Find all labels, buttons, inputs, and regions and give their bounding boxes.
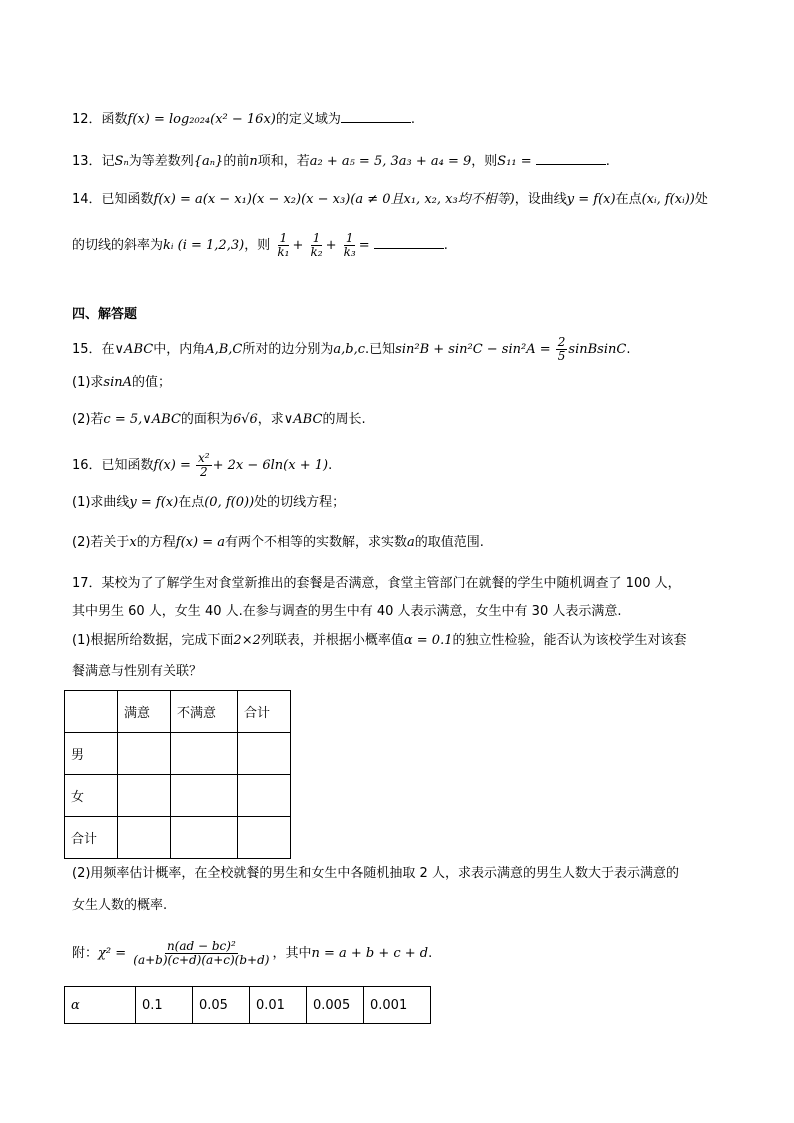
q17-line2: 其中男生 60 人，女生 40 人.在参与调查的男生中有 40 人表示满意，女生中有 30 人表示满意. — [72, 604, 622, 619]
table-cell: 0.1 — [136, 987, 193, 1024]
alpha-table — [64, 986, 431, 1024]
table-cell: 不满意 — [171, 691, 238, 733]
table-cell: 男 — [65, 733, 118, 775]
q17-part1-line2: 餐满意与性别有关联？ — [72, 664, 203, 679]
table-cell[interactable] — [118, 817, 171, 859]
table-cell: 0.05 — [193, 987, 250, 1024]
q17-line1: 17．某校为了了解学生对食堂新推出的套餐是否满意，食堂主管部门在就餐的学生中随机调查了 100 人， — [72, 576, 681, 591]
table-cell: 满意 — [118, 691, 171, 733]
q17-part2-line2: 女生人数的概率. — [72, 898, 168, 913]
table-cell: 女 — [65, 775, 118, 817]
table-row — [65, 817, 291, 859]
table-cell[interactable] — [171, 775, 238, 817]
answer-blank[interactable] — [536, 150, 606, 165]
appendix-formula: 附：χ² = $\frac{\text{n(ad − bc)²}}{(a+b)(c+d)(a+c)(b+d)}$ ，其中n = a + b + c + d. — [72, 939, 433, 967]
answer-blank[interactable] — [341, 108, 411, 123]
table-row — [65, 987, 431, 1024]
q15-part2: (2)若c = 5,∨ABC的面积为6√6，求∨ABC的周长. — [72, 412, 366, 427]
q12: 12．函数f(x) = log₂₀₂₄(x² − 16x)的定义域为 . — [72, 108, 415, 130]
table-row — [65, 691, 291, 733]
q14-line2: 的切线的斜率为kᵢ (i = 1,2,3)，则 $\frac{1}{\text{k₁}}$ + $\frac{1}{\text{k₂}}$ + $\frac{1}{\text{k₃}}$ = . — [72, 231, 448, 259]
q15: 15．在∨ABC中，内角A,B,C所对的边分别为a,b,c.已知sin²B + sin²C − sin²A = $\frac{2}{5}$ sinBsinC. — [72, 335, 631, 363]
table-row — [65, 775, 291, 817]
q17-part1: (1)根据所给数据，完成下面2×2列联表，并根据小概率值α = 0.1的独立性检验，能否认为该校学生对该套 — [72, 633, 687, 648]
contingency-table — [64, 690, 291, 859]
table-cell[interactable] — [118, 775, 171, 817]
table-cell[interactable] — [238, 817, 291, 859]
q16-part1: (1)求曲线y = f(x)在点(0, f(0))处的切线方程； — [72, 495, 346, 510]
table-cell[interactable] — [171, 733, 238, 775]
q15-part1: (1)求sinA的值； — [72, 375, 172, 390]
q17-part2-line1: (2)用频率估计概率，在全校就餐的男生和女生中各随机抽取 2 人，求表示满意的男生人数大于表示满意的 — [72, 866, 679, 881]
table-cell: 0.01 — [250, 987, 307, 1024]
q16-part2: (2)若关于x的方程f(x) = a有两个不相等的实数解，求实数a的取值范围. — [72, 535, 484, 550]
section-heading: 四、解答题 — [72, 307, 138, 322]
q13: 13．记Sₙ为等差数列{aₙ}的前n项和，若a₂ + a₅ = 5, 3a₃ + a₄ = 9，则S₁₁ = . — [72, 150, 610, 172]
q16: 16．已知函数f(x) = $\frac{\text{x²}}{2}$ + 2x − 6ln(x + 1). — [72, 451, 333, 479]
q14-line1: 14．已知函数f(x) = a(x − x₁)(x − x₂)(x − x₃)(a ≠ 0且x₁, x₂, x₃均不相等)，设曲线y = f(x)在点(xᵢ, f(xᵢ))处 — [72, 192, 708, 207]
table-cell: 合计 — [65, 817, 118, 859]
table-cell: α — [65, 987, 136, 1024]
table-cell[interactable] — [118, 733, 171, 775]
table-cell: 合计 — [238, 691, 291, 733]
table-cell: 0.001 — [364, 987, 431, 1024]
table-cell: 0.005 — [307, 987, 364, 1024]
answer-blank[interactable] — [374, 234, 444, 249]
table-row — [65, 733, 291, 775]
table-cell — [65, 691, 118, 733]
table-cell[interactable] — [171, 817, 238, 859]
table-cell[interactable] — [238, 733, 291, 775]
table-cell[interactable] — [238, 775, 291, 817]
